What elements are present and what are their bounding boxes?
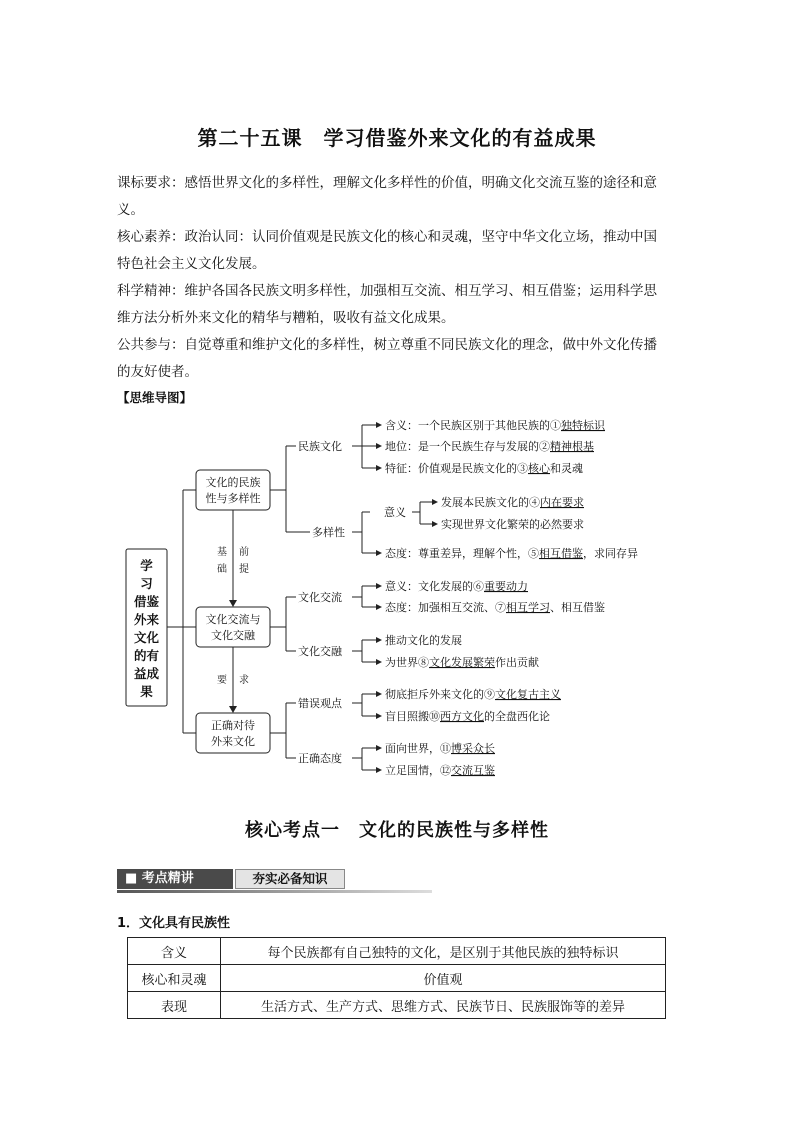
- table-key: 核心和灵魂: [128, 965, 221, 992]
- leaf-exchange-attitude: 态度：加强相互交流、⑦相互学习、相互借鉴: [385, 601, 605, 614]
- link-label: 前: [239, 547, 249, 558]
- table-value: 生活方式、生产方式、思维方式、民族节日、民族服饰等的差异: [221, 992, 666, 1019]
- requirement-curriculum: 课标要求：感悟世界文化的多样性，理解文化多样性的价值，明确文化交流互鉴的途径和意 义。: [117, 175, 657, 218]
- table-key: 含义: [128, 938, 221, 965]
- node-blending: 文化交融: [298, 645, 342, 658]
- leaf-meaning-identity: 含义：一个民族区别于其他民族的①独特标识: [385, 419, 605, 432]
- mindmap-root-line: 益成: [133, 666, 160, 681]
- leaf-status: 地位：是一个民族生存与发展的②精神根基: [385, 440, 594, 453]
- node-exchange: 文化交流: [298, 591, 342, 604]
- node-correct-attitude: 正确态度: [298, 752, 342, 765]
- banner-dark-label: ■ 考点精讲: [117, 869, 233, 889]
- leaf-national-conditions: 立足国情，⑫交流互鉴: [385, 764, 495, 777]
- node-national-culture: 民族文化: [298, 440, 342, 453]
- node-meaning: 意义: [384, 506, 406, 519]
- table-row: [128, 965, 666, 992]
- info-table: [127, 937, 666, 1019]
- leaf-restorationism: 彻底拒斥外来文化的⑨文化复古主义: [385, 688, 561, 701]
- leaf-face-world: 面向世界，⑪博采众长: [385, 742, 495, 755]
- leaf-inner-requirement: 发展本民族文化的④内在要求: [441, 496, 584, 509]
- leaf-world-prosperity: 实现世界文化繁荣的必然要求: [441, 518, 584, 531]
- sub-heading: 1．文化具有民族性: [117, 916, 231, 931]
- leaf-westernization: 盲目照搬⑩西方文化的全盘西化论: [385, 710, 550, 723]
- arrow-down-icon: [229, 706, 237, 713]
- banner-light-label: 夯实必备知识: [235, 869, 345, 889]
- link-label: 础: [217, 564, 227, 575]
- requirement-science-spirit: 科学精神：维护各国各民族文明多样性，加强相互交流、相互学习、相互借鉴；运用科学思 维方法分析外来文化的精华与糟粕，吸收有益文化成果。: [117, 283, 657, 326]
- mindmap-root-line: 习: [140, 576, 153, 591]
- mindmap-root-line: 外来: [133, 612, 160, 627]
- node-diversity: 多样性: [312, 526, 345, 539]
- table-value: 每个民族都有自己独特的文化，是区别于其他民族的独特标识: [221, 938, 666, 965]
- mindmap-heading: 【思维导图】: [117, 390, 193, 405]
- table-key: 表现: [128, 992, 221, 1019]
- mindmap-root-line: 果: [140, 684, 153, 699]
- link-label: 提: [239, 564, 249, 575]
- requirement-public-participation: 公共参与：自觉尊重和维护文化的多样性，树立尊重不同民族文化的理念，做中外文化传播 的友好使者。: [117, 337, 657, 380]
- mindmap-box-exchange-line2: 文化交融: [211, 629, 255, 642]
- link-label: 基: [217, 547, 227, 558]
- arrow-down-icon: [229, 600, 237, 607]
- section-banner: [117, 867, 432, 893]
- mindmap-root-line: 的有: [133, 648, 160, 663]
- mindmap-box-foreign-line1: 正确对待: [211, 719, 255, 732]
- leaf-attitude-diversity: 态度：尊重差异，理解个性，⑤相互借鉴，求同存异: [385, 547, 638, 560]
- link-label: 要: [217, 675, 227, 686]
- requirement-core-literacy: 核心素养：政治认同：认同价值观是民族文化的核心和灵魂，坚守中华文化立场，推动中国 特色社会主义文化发展。: [117, 229, 657, 272]
- leaf-blending-promote: 推动文化的发展: [385, 634, 462, 647]
- mindmap-box-exchange-line1: 文化交流与: [205, 613, 261, 626]
- leaf-feature: 特征：价值观是民族文化的③核心和灵魂: [385, 462, 583, 475]
- section-title: 核心考点一 文化的民族性与多样性: [245, 820, 549, 841]
- mindmap-box-diversity-line1: 文化的民族: [205, 476, 261, 489]
- leaf-blending-contribute: 为世界⑧文化发展繁荣作出贡献: [385, 656, 539, 669]
- table-row: [128, 992, 666, 1019]
- mindmap-box-diversity-line2: 性与多样性: [205, 492, 261, 505]
- mindmap-root-line: 文化: [133, 630, 160, 645]
- leaf-exchange-meaning: 意义：文化发展的⑥重要动力: [385, 580, 528, 593]
- mindmap-root-line: 学: [140, 558, 153, 573]
- lesson-title: 第二十五课 学习借鉴外来文化的有益成果: [197, 126, 597, 150]
- mindmap-box-foreign-line2: 外来文化: [211, 735, 255, 748]
- table-value: 价值观: [221, 965, 666, 992]
- mindmap-root-line: 借鉴: [133, 594, 160, 609]
- link-label: 求: [239, 675, 249, 686]
- node-wrong-view: 错误观点: [298, 697, 342, 710]
- table-row: [128, 938, 666, 965]
